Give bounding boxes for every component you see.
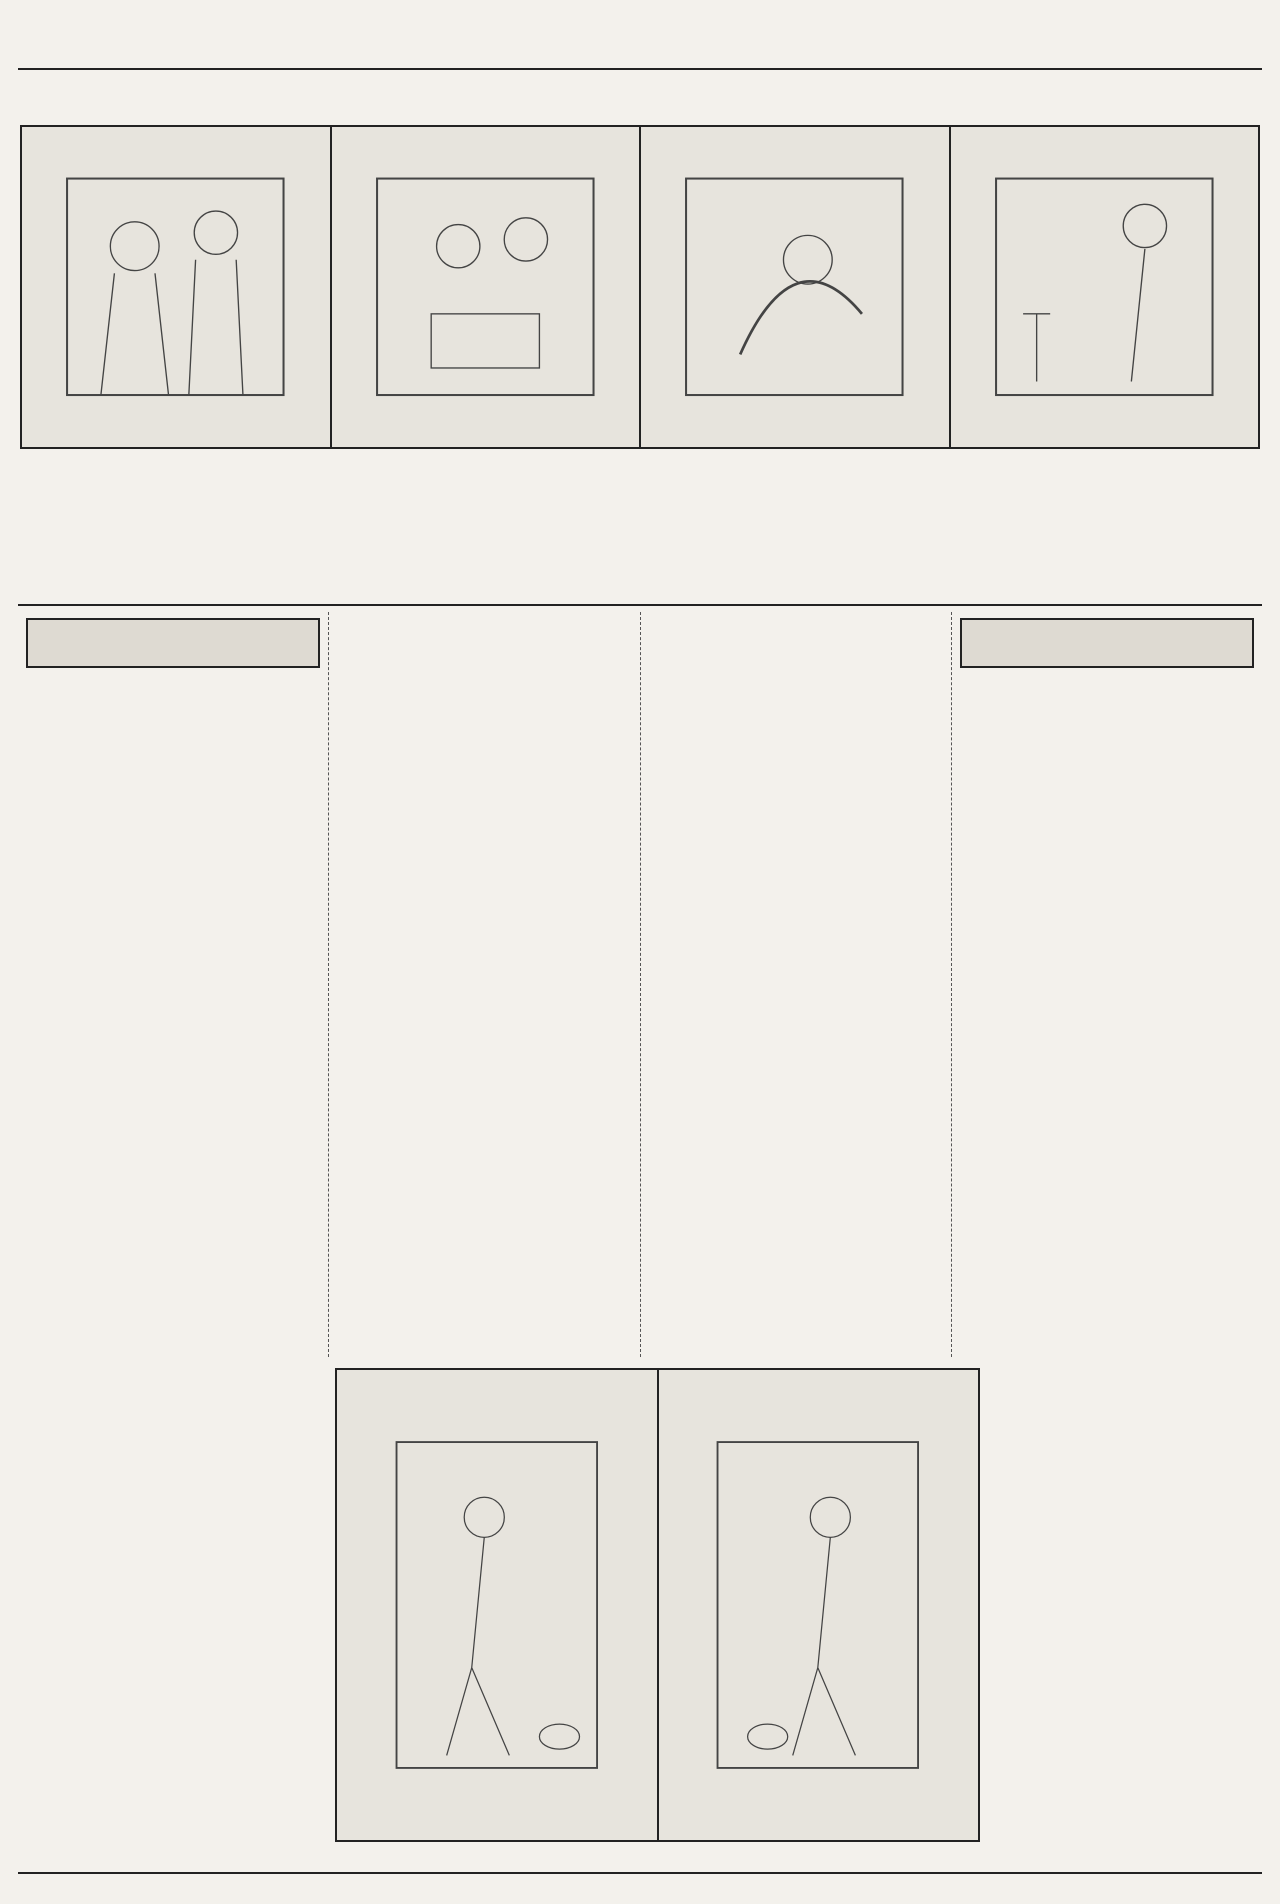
cartoon-drawing bbox=[659, 146, 930, 428]
article-column bbox=[640, 612, 951, 1357]
article-columns bbox=[18, 612, 1262, 1357]
side-text-right bbox=[977, 1368, 1262, 1868]
source-line bbox=[18, 80, 1262, 100]
cartoon-drawing bbox=[969, 146, 1240, 428]
cartoon-drawing bbox=[690, 1417, 946, 1793]
side-text-left bbox=[18, 1368, 323, 1868]
cartoon-panel bbox=[657, 1370, 979, 1840]
section-rule bbox=[18, 604, 1262, 606]
article-column bbox=[18, 612, 328, 1357]
masthead-rule bbox=[18, 68, 1262, 70]
bottom-captions bbox=[335, 1844, 980, 1868]
caption bbox=[658, 1844, 981, 1868]
column-banner bbox=[960, 618, 1254, 668]
cartoon-drawing bbox=[40, 146, 311, 428]
caption bbox=[20, 458, 330, 598]
cartoon-drawing bbox=[369, 1417, 625, 1793]
cartoon-panel bbox=[639, 127, 949, 447]
footer bbox=[18, 1878, 1262, 1898]
cartoon-captions bbox=[20, 458, 1260, 598]
cartoon-panel bbox=[337, 1370, 657, 1840]
cartoon-drawing bbox=[350, 146, 621, 428]
article-column bbox=[951, 612, 1262, 1357]
column-banner bbox=[26, 618, 320, 668]
footer-rule bbox=[18, 1872, 1262, 1874]
cartoon-panel bbox=[22, 127, 330, 447]
cartoon-strip bbox=[20, 125, 1260, 449]
cartoon-panel bbox=[949, 127, 1259, 447]
caption bbox=[335, 1844, 658, 1868]
cartoon-panel bbox=[330, 127, 640, 447]
bottom-cartoon bbox=[335, 1368, 980, 1842]
caption bbox=[640, 458, 950, 598]
caption bbox=[330, 458, 640, 598]
article-column bbox=[328, 612, 639, 1357]
masthead bbox=[18, 40, 1262, 62]
caption bbox=[950, 458, 1260, 598]
